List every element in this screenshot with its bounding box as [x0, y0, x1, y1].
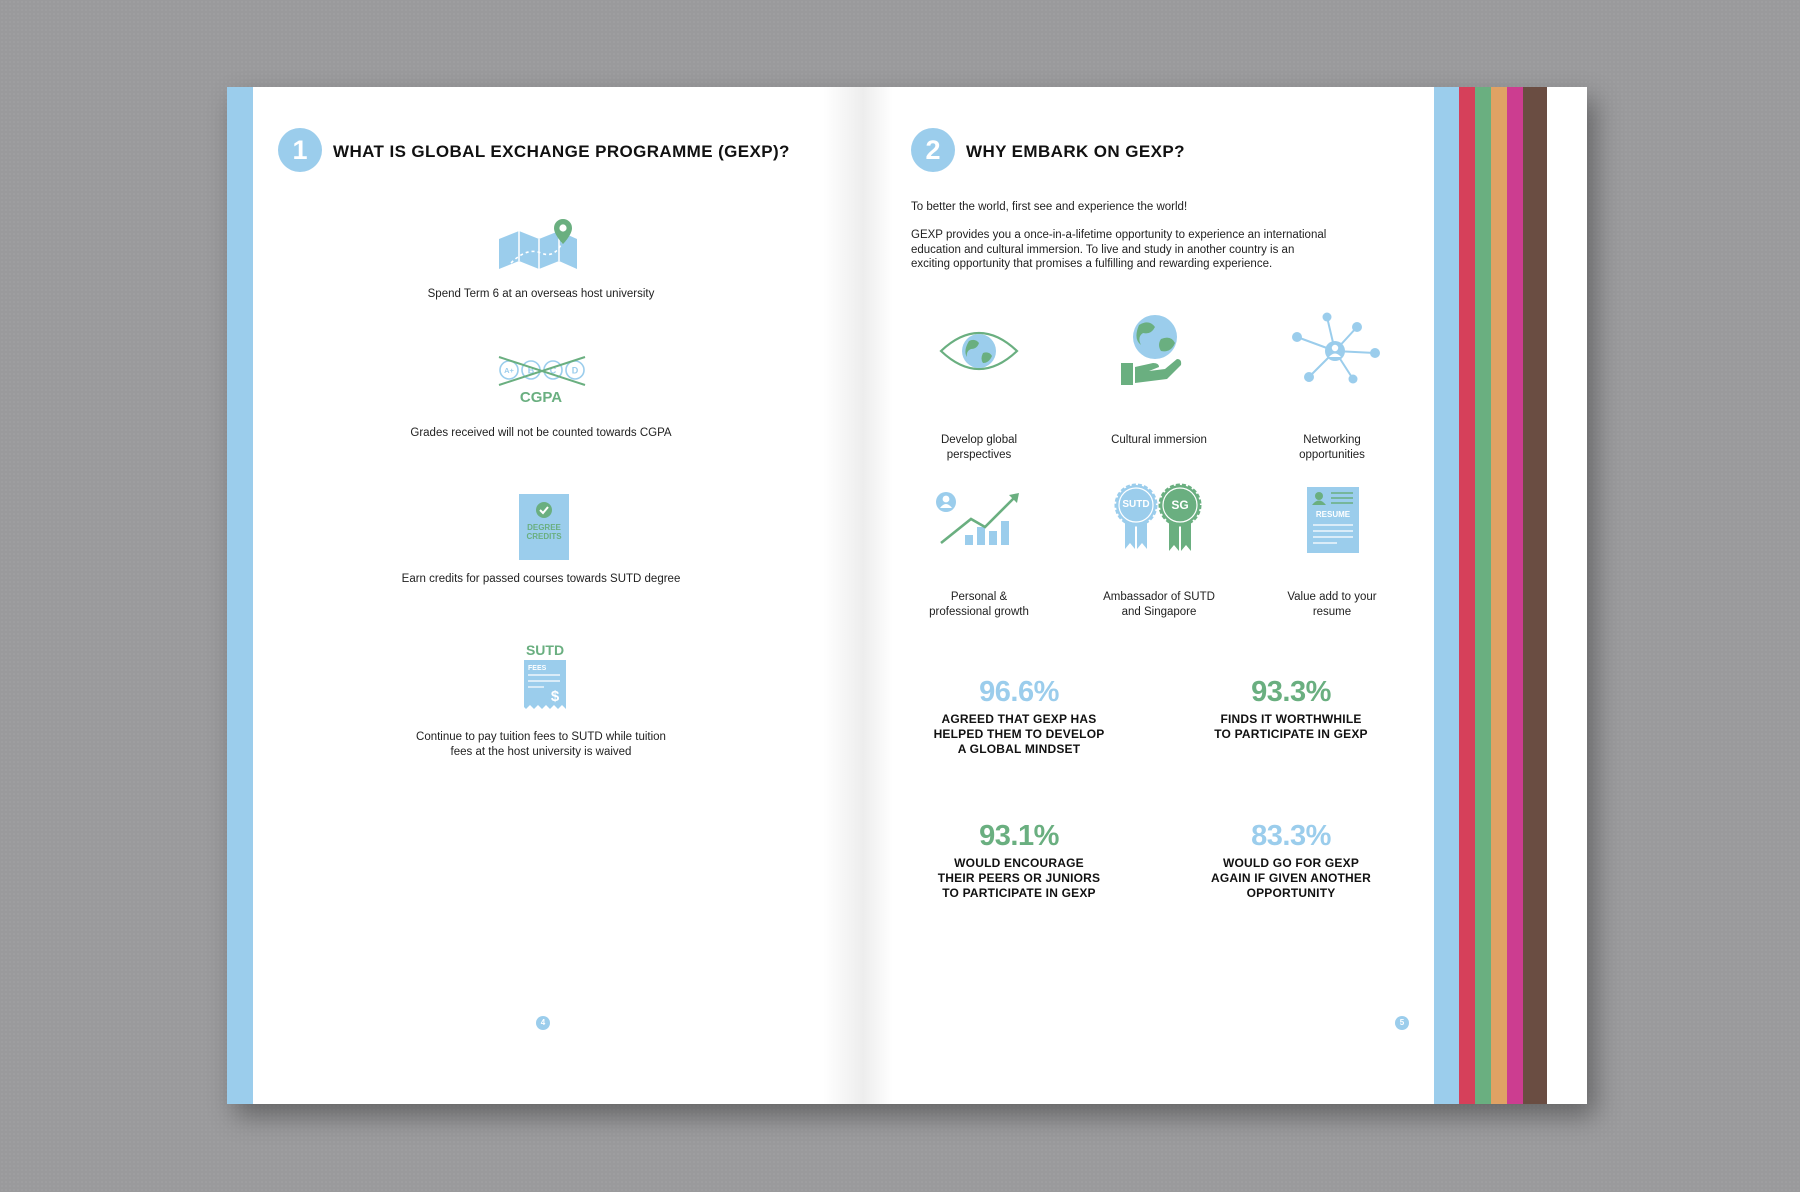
svg-text:D: D — [571, 365, 579, 376]
item-caption: Grades received will not be counted towards CGPA — [410, 427, 672, 439]
svg-text:$: $ — [550, 688, 560, 705]
eye-globe-icon — [939, 323, 1019, 379]
section-title: WHY EMBARK ON GEXP? — [966, 142, 1185, 161]
network-icon — [1287, 311, 1383, 387]
growth-chart-icon — [935, 491, 1025, 547]
svg-text:RESUME: RESUME — [1315, 510, 1351, 519]
body-paragraph: GEXP provides you a once-in-a-lifetime opportunity to experience an international education and cultural immersion. To live and study in another country is an exciting opportunity that promises a fulfilling and rewarding experience. — [911, 229, 1327, 270]
stat-description: WOULD GO FOR GEXP AGAIN IF GIVEN ANOTHER OPPORTUNITY — [1211, 856, 1371, 900]
page-number: 4 — [536, 1016, 550, 1030]
stat-value: 93.3% — [1251, 676, 1331, 708]
item-caption: Spend Term 6 at an overseas host university — [427, 288, 655, 300]
benefit-caption: Networking opportunities — [1299, 434, 1365, 461]
item-caption: Continue to pay tuition fees to SUTD while tuition fees at the host university is waived — [416, 731, 666, 758]
map-pin-icon — [497, 217, 587, 277]
svg-text:FEES: FEES — [528, 665, 547, 672]
edge-tab-orange — [1491, 87, 1507, 1104]
fees-receipt-icon — [520, 643, 570, 713]
svg-text:C: C — [549, 365, 557, 376]
stat-value: 83.3% — [1251, 820, 1331, 852]
resume-icon — [1307, 487, 1359, 553]
stat-description: WOULD ENCOURAGE THEIR PEERS OR JUNIORS TO PARTICIPATE IN GEXP — [937, 856, 1101, 900]
page-number: 5 — [1395, 1016, 1409, 1030]
crossed-grades-icon — [497, 353, 593, 406]
section-number-badge: 2 — [911, 128, 955, 172]
booklet-spread — [227, 87, 1587, 1104]
benefit-caption: Cultural immersion — [1111, 434, 1207, 446]
edge-tab-green — [1475, 87, 1491, 1104]
degree-credits-icon — [519, 494, 569, 560]
edge-tab-brown — [1523, 87, 1547, 1104]
svg-text:SG: SG — [1171, 498, 1189, 512]
ambassador-badges-icon — [1113, 483, 1209, 553]
svg-text:B: B — [527, 365, 535, 376]
section-number-badge: 1 — [278, 128, 322, 172]
svg-text:A+: A+ — [504, 366, 514, 375]
svg-text:CGPA: CGPA — [519, 389, 563, 406]
edge-tab-red — [1459, 87, 1475, 1104]
svg-text:DEGREE: DEGREE — [527, 523, 561, 532]
svg-text:CREDITS: CREDITS — [526, 532, 562, 541]
benefit-caption: Personal & professional growth — [929, 591, 1029, 618]
svg-text:SUTD: SUTD — [525, 642, 565, 658]
right-page — [863, 87, 1587, 1104]
stat-description: AGREED THAT GEXP HAS HELPED THEM TO DEVELOP A GLOBAL MINDSET — [933, 712, 1105, 756]
benefit-caption: Ambassador of SUTD and Singapore — [1103, 591, 1215, 618]
intro-text: To better the world, first see and experience the world! — [911, 201, 1188, 213]
left-page — [227, 87, 863, 1104]
stat-value: 93.1% — [979, 820, 1059, 852]
stat-description: FINDS IT WORTHWHILE TO PARTICIPATE IN GEXP — [1214, 712, 1368, 741]
benefit-caption: Value add to your resume — [1287, 591, 1377, 618]
section-title: WHAT IS GLOBAL EXCHANGE PROGRAMME (GEXP)? — [333, 142, 790, 161]
benefit-caption: Develop global perspectives — [940, 434, 1018, 461]
edge-tab-magenta — [1507, 87, 1523, 1104]
edge-tab-blue — [1434, 87, 1459, 1104]
svg-text:SUTD: SUTD — [1122, 499, 1150, 510]
left-color-strip — [227, 87, 253, 1104]
stat-value: 96.6% — [979, 676, 1059, 708]
globe-hand-icon — [1119, 313, 1183, 389]
item-caption: Earn credits for passed courses towards SUTD degree — [401, 573, 681, 585]
